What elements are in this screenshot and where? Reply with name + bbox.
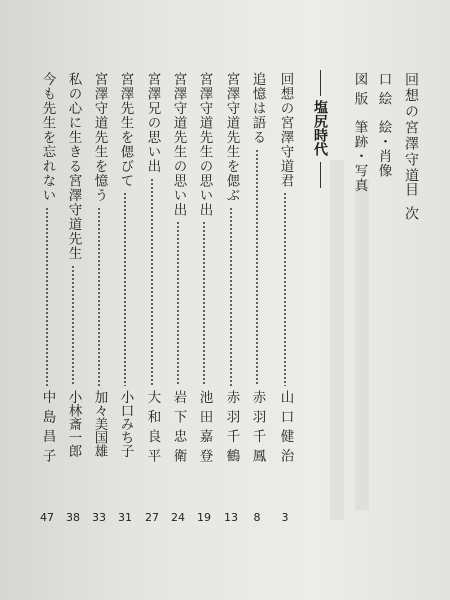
show-through-mark bbox=[355, 180, 369, 510]
frontmatter-label: 図版 bbox=[351, 72, 368, 111]
toc-entry-title: 追憶は語る bbox=[249, 72, 266, 145]
toc-leader-dots bbox=[151, 178, 153, 387]
toc-entry-author: 中島昌子 bbox=[39, 390, 56, 468]
section-heading: 塩尻時代 bbox=[312, 100, 328, 156]
toc-entry-author: 赤羽千鶴 bbox=[223, 390, 240, 468]
toc-entry-title: 宮澤兄の思い出 bbox=[144, 72, 161, 174]
frontmatter-label: 口絵 bbox=[375, 72, 392, 111]
toc-leader-dots bbox=[256, 149, 258, 387]
toc-leader-dots bbox=[177, 221, 179, 386]
toc-leader-dots bbox=[46, 207, 48, 387]
toc-entry-page: 33 bbox=[92, 511, 106, 524]
toc-entry-author: 加々美国雄 bbox=[91, 390, 108, 458]
toc-entry-title: 宮澤守道先生を憶う bbox=[91, 72, 108, 203]
toc-entry-title: 宮澤守道先生を偲ぶ bbox=[223, 72, 240, 203]
toc-entry-title: 宮澤守道先生の思い出 bbox=[170, 72, 187, 217]
toc-entry-page: 24 bbox=[171, 511, 185, 524]
toc-entry-author: 池田嘉登 bbox=[196, 390, 213, 468]
toc-leader-dots bbox=[124, 192, 126, 386]
toc-entry-page: 8 bbox=[253, 511, 261, 524]
toc-entry-author: 小口みち子 bbox=[117, 390, 134, 458]
toc-entry-title: 私の心に生きる宮澤守道先生 bbox=[65, 72, 82, 261]
toc-entry-page: 19 bbox=[197, 511, 211, 524]
frontmatter-desc: 筆跡・写真 bbox=[351, 120, 368, 193]
frontmatter-desc: 絵・肖像 bbox=[375, 120, 392, 178]
toc-entry-page: 38 bbox=[66, 511, 80, 524]
toc-leader-dots bbox=[284, 192, 286, 386]
toc-entry-page: 31 bbox=[118, 511, 132, 524]
book-title: 回想の宮澤守道 bbox=[403, 72, 419, 184]
toc-entry-title: 宮澤守道先生の思い出 bbox=[196, 72, 213, 217]
toc-entry-title: 今も先生を忘れない bbox=[39, 72, 56, 203]
toc-entry-author: 赤羽千鳳 bbox=[249, 390, 266, 468]
toc-entry-author: 岩下忠衛 bbox=[170, 390, 187, 468]
toc-entry-author: 大和良平 bbox=[144, 390, 161, 468]
toc-entry-page: 3 bbox=[281, 511, 289, 524]
toc-leader-dots bbox=[72, 265, 74, 387]
toc-leader-dots bbox=[98, 207, 100, 387]
section-rule-bottom bbox=[320, 162, 321, 188]
toc-entry-page: 47 bbox=[40, 511, 54, 524]
toc-leader-dots bbox=[230, 207, 232, 387]
toc-entry-author: 山口健治 bbox=[277, 390, 294, 468]
contents-heading: 目次 bbox=[403, 182, 419, 230]
toc-leader-dots bbox=[203, 221, 205, 386]
toc-entry-author: 小林斎一郎 bbox=[65, 390, 82, 458]
toc-entry-page: 27 bbox=[145, 511, 159, 524]
toc-entry-page: 13 bbox=[224, 511, 238, 524]
toc-entry-title: 回想の宮澤守道君 bbox=[277, 72, 294, 188]
toc-entry-title: 宮澤先生を偲びて bbox=[117, 72, 134, 188]
section-rule-top bbox=[320, 70, 321, 96]
show-through-mark bbox=[330, 160, 344, 520]
